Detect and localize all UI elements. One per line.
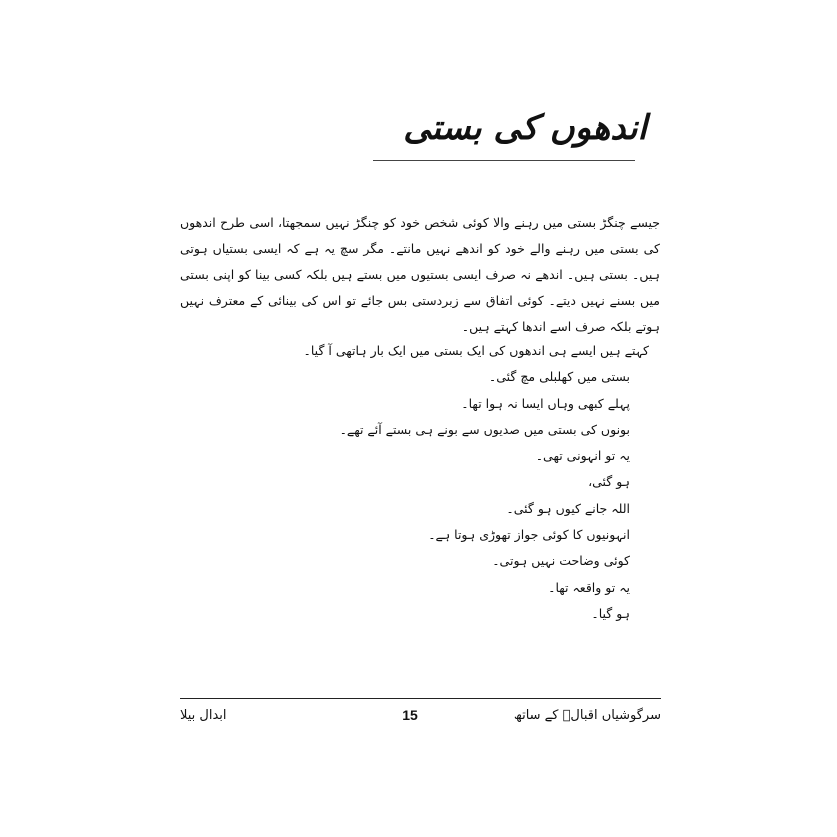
text-line: انہونیوں کا کوئی جواز تھوڑی ہوتا ہے۔ [428,527,630,543]
text-line: ہو گئی، [588,474,630,490]
text-line: یہ تو انہونی تھی۔ [535,448,630,464]
verse-lines [209,338,649,627]
text-line: پہلے کبھی وہاں ایسا نہ ہوا تھا۔ [461,395,630,411]
page-number: 15 [402,707,418,723]
text-line: کہتے ہیں ایسے ہی اندھوں کی ایک بستی میں ایک بار ہاتھی آ گیا۔ [303,343,649,358]
intro-paragraph: جیسے چنگڑ بستی میں رہنے والا کوئی شخص خود کو چنگڑ نہیں سمجھتا، اسی طرح اندھوں کی بستی میں رہنے والے خود کو اندھے نہیں مانتے۔ مگر سچ یہ ہے کہ ایسی بستیاں ہوتی ہیں۔ بستی ہیں۔ اندھے نہ صرف ایسی بستیوں میں بستے ہیں بلکہ کسی بینا کو اپنی بستی میں بسنے نہیں دیتے۔ کوئی اتفاق سے زبردستی بس جائے تو اس کی بینائی کے معترف نہیں ہوتے بلکہ صرف اسے اندھا کہتے ہیں۔ [180,215,660,334]
text-line: ہو گیا۔ [591,605,630,621]
footer-divider [180,698,661,699]
title-underline [373,160,635,161]
footer-author: ابدال بیلا [180,708,227,723]
text-line: کوئی وضاحت نہیں ہوتی۔ [492,553,630,569]
text-line: اللہ جانے کیوں ہو گئی۔ [506,500,630,516]
body-text [180,210,660,340]
text-line: یہ تو واقعہ تھا۔ [548,579,630,595]
footer-book-title: سرگوشیاں اقبالؒ کے ساتھ [513,708,661,723]
text-line: بستی میں کھلبلی مچ گئی۔ [488,369,630,385]
text-line: بونوں کی بستی میں صدیوں سے بونے ہی بستے آئے تھے۔ [339,421,630,437]
chapter-title: اندھوں کی بستی [403,108,647,148]
